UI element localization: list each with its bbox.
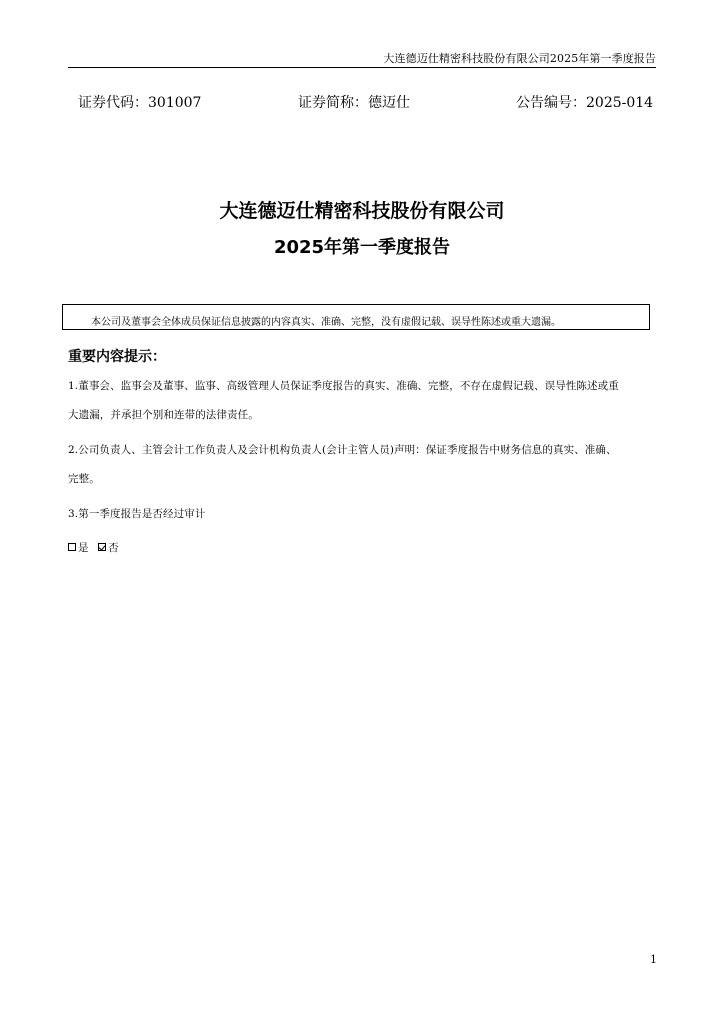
item-2-line-1: 2.公司负责人、主管会计工作负责人及会计机构负责人(会计主管人员)声明：保证季度报告中财务信息的真实、准确、	[68, 444, 617, 456]
disclosure-notice-text: 本公司及董事会全体成员保证信息披露的内容真实、准确、完整，没有虚假记载、误导性陈述或重大遗漏。	[91, 317, 561, 328]
item-1-line-1: 1.董事会、监事会及董事、监事、高级管理人员保证季度报告的真实、准确、完整，不存在虚假记载、误导性陈述或重	[68, 380, 619, 392]
announcement-number: 公告编号：2025-014	[516, 95, 654, 111]
report-title: 2025年第一季度报告	[273, 237, 451, 258]
page-number: 1	[650, 953, 657, 966]
audit-options	[68, 540, 119, 555]
section-title: 重要内容提示：	[68, 349, 166, 365]
checkbox-no-icon	[98, 543, 106, 551]
running-header: 大连德迈仕精密科技股份有限公司2025年第一季度报告	[383, 52, 656, 65]
option-no-label: 否	[108, 542, 119, 554]
security-code: 证券代码：301007	[78, 95, 202, 111]
security-abbreviation: 证券简称：德迈仕	[298, 95, 410, 111]
company-title: 大连德迈仕精密科技股份有限公司	[219, 200, 505, 222]
item-2-line-2: 完整。	[68, 473, 100, 485]
disclosure-notice-box	[62, 304, 650, 330]
checkbox-yes-icon	[68, 543, 76, 551]
header-rule	[68, 67, 656, 68]
item-3-question: 3.第一季度报告是否经过审计	[68, 508, 206, 520]
item-1-line-2: 大遗漏，并承担个别和连带的法律责任。	[68, 409, 259, 421]
option-yes-label: 是	[78, 542, 89, 554]
